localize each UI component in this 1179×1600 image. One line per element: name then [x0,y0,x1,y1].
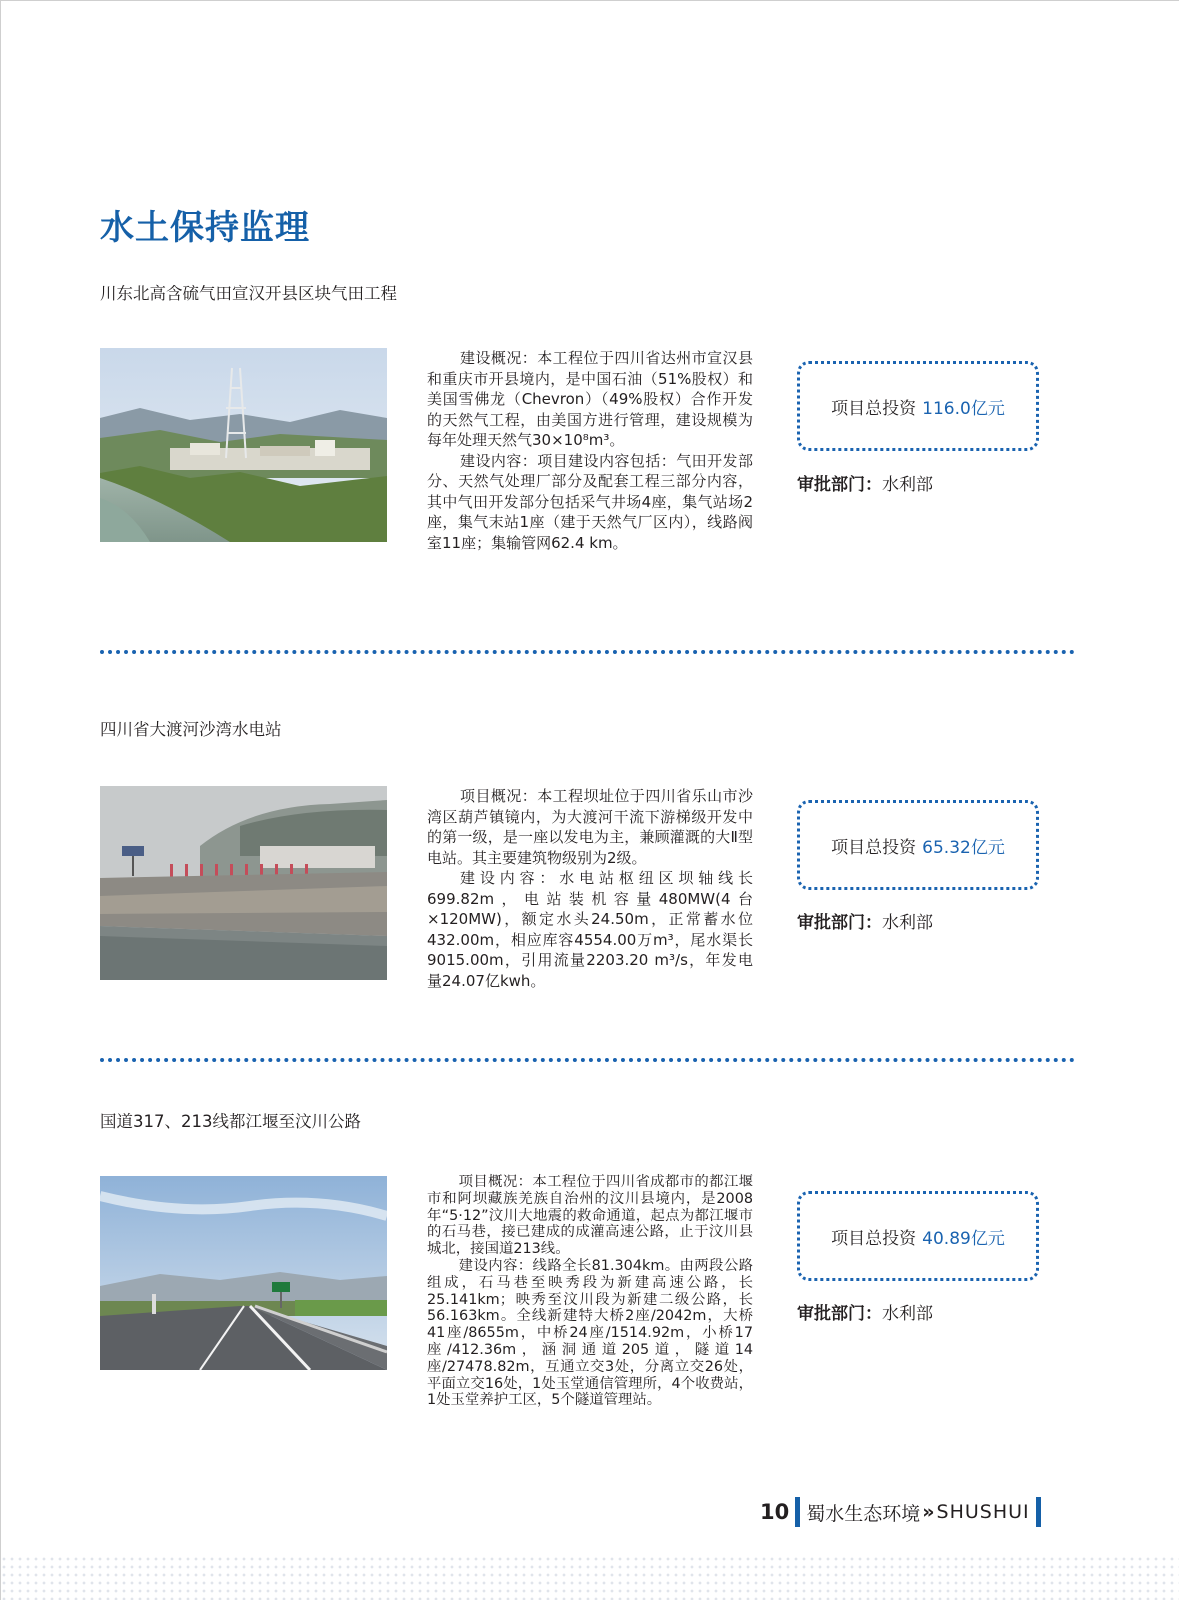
section-divider-1 [100,650,1075,654]
investment-label: 项目总投资 [831,837,917,858]
approval-dept-2 [797,908,933,933]
investment-label: 项目总投资 [831,398,917,419]
highway-photo [100,1176,387,1370]
project-title-3: 国道317、213线都江堰至汶川公路 [100,1112,361,1131]
construction-paragraph: 建设内容：项目建设内容包括：气田开发部分、天然气处理厂部分及配套工程三部分内容，其中气田开发部分包括采气井场4座，集气站场2座，集气末站1座（建于天然气厂区内），线路阀室11座；集输管网62.4 km。 [427,451,753,552]
investment-box-1 [797,361,1039,451]
page-number: 10 [760,1500,790,1524]
approval-dept-3 [797,1299,933,1324]
approval-key: 审批部门： [797,1304,882,1324]
project-title-1: 川东北高含硫气田宣汉开县区块气田工程 [100,284,397,303]
investment-label: 项目总投资 [831,1228,917,1249]
project-title-2: 四川省大渡河沙湾水电站 [100,720,282,739]
investment-box-2 [797,800,1039,890]
section-divider-2 [100,1058,1075,1062]
hydropower-station-photo [100,786,387,980]
construction-paragraph: 建设内容：水电站枢纽区坝轴线长699.82m，电站装机容量480MW(4台×120MW)，额定水头24.50m，正常蓄水位432.00m，相应库容4554.00万m³，尾水渠长9015.00m，引用流量2203.20 m³/s，年发电量24.07亿kwh。 [427,869,753,990]
overview-paragraph: 项目概况：本工程坝址位于四川省乐山市沙湾区葫芦镇镜内，为大渡河干流下游梯级开发中的第一级，是一座以发电为主，兼顾灌溉的大Ⅱ型电站。其主要建筑物级别为2级。 [427,787,753,867]
gas-plant-photo [100,348,387,542]
page-footer [760,1495,1047,1529]
investment-value: 40.89亿元 [922,1228,1005,1249]
overview-paragraph: 建设概况：本工程位于四川省达州市宣汉县和重庆市开县境内，是中国石油（51%股权）和美国雪佛龙（Chevron）（49%股权）合作开发的天然气工程，由美国方进行管理，建设规模为每年处理天然气30×10⁸m³。 [427,349,753,449]
project-description-1 [427,348,753,553]
approval-value: 水利部 [882,475,933,495]
project-description-2 [427,786,753,991]
approval-key: 审批部门： [797,913,882,933]
chevron-right-icon: » [922,1501,935,1523]
decorative-dot-strip [0,1555,1179,1600]
approval-key: 审批部门： [797,475,882,495]
footer-bar-end [1036,1497,1041,1527]
approval-value: 水利部 [882,1304,933,1324]
brand-name: SHUSHUI [936,1501,1030,1523]
construction-paragraph: 建设内容：线路全长81.304km。由两段公路组成，石马巷至映秀段为新建高速公路，长25.141km；映秀至汶川段为新建二级公路，长56.163km。全线新建特大桥2座/2042m，大桥41座/8655m，中桥24座/1514.92m，小桥17座/412.36m，涵洞通道205道，隧道14座/27478.82m，互通立交3处，分离立交26处，平面立交16处，1处玉堂通信管理所，4个收费站，1处玉堂养护工区，5个隧道管理站。 [427,1257,753,1409]
investment-value: 116.0亿元 [922,398,1005,419]
footer-bar [795,1497,800,1527]
approval-dept-1 [797,470,933,495]
investment-box-3 [797,1191,1039,1281]
page-title: 水土保持监理 [100,208,310,248]
project-description-3 [427,1174,753,1409]
overview-paragraph: 项目概况：本工程位于四川省成都市的都江堰市和阿坝藏族羌族自治州的汶川县境内，是2008年“5·12”汶川大地震的救命通道，起点为都江堰市的石马巷，接已建成的成灌高速公路，止于汶川县城北，接国道213线。 [427,1174,753,1258]
investment-value: 65.32亿元 [922,837,1005,858]
magazine-name: 蜀水生态环境 [806,1502,921,1525]
approval-value: 水利部 [882,913,933,933]
